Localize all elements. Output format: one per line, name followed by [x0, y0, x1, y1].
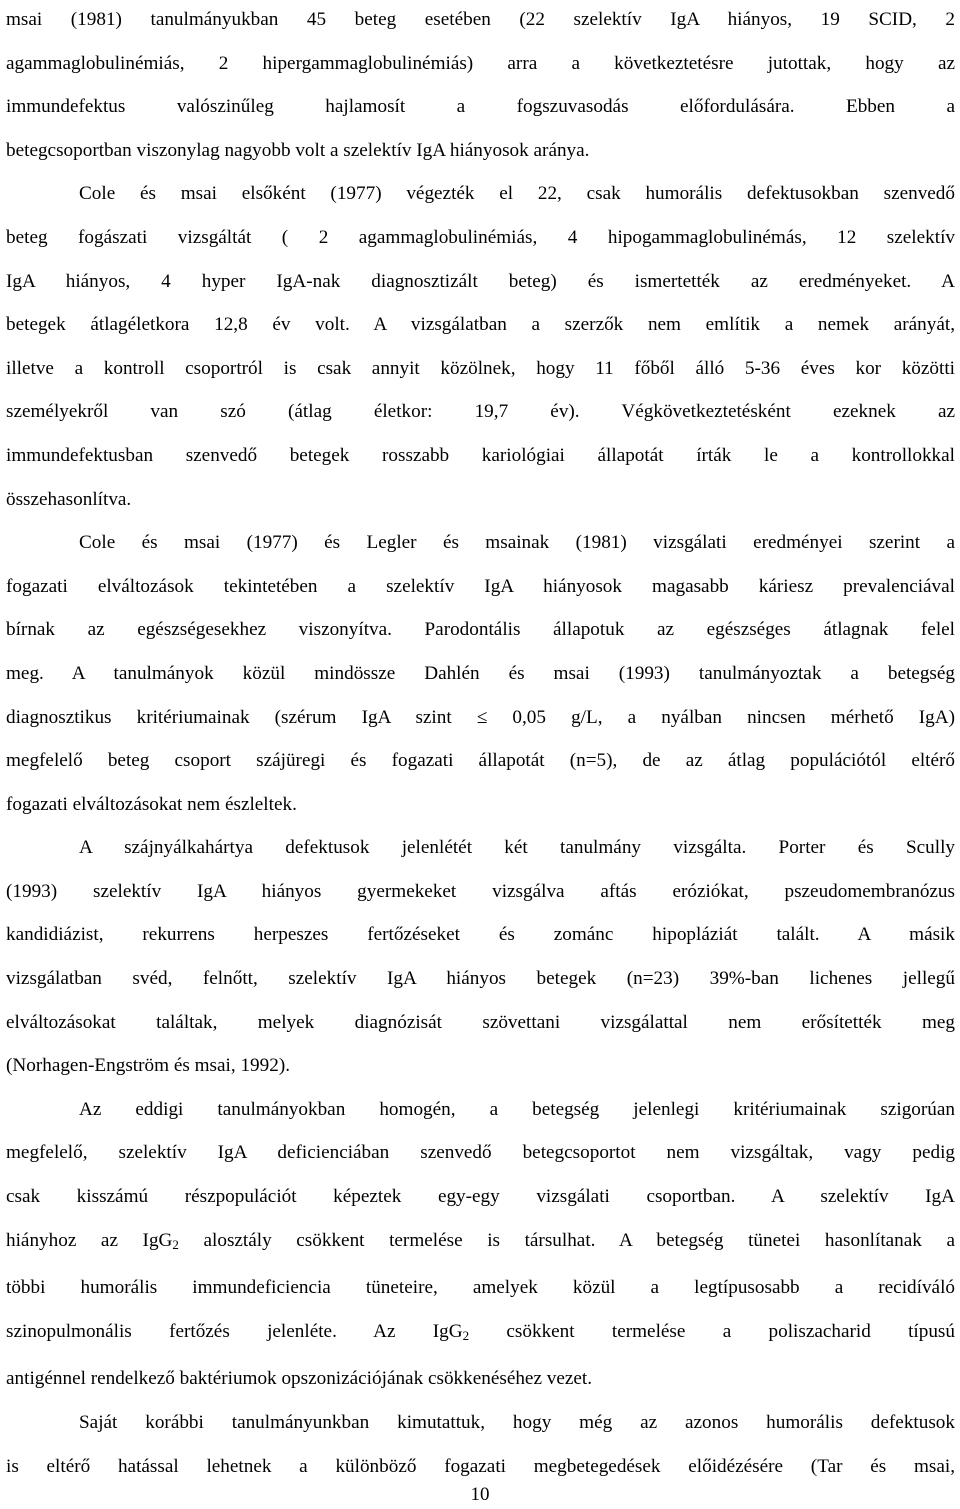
text-line: személyekről van szó (átlag életkor: 19,7 év). Végkövetkeztetésként ezeknek az — [6, 401, 955, 423]
text-line: (1993) szelektív IgA hiányos gyermekeket vizsgálva aftás eróziókat, pszeudomembranózus — [6, 880, 955, 902]
text-line: megfelelő, szelektív IgA deficienciában szenvedő betegcsoportot nem vizsgáltak, vagy pedig — [6, 1142, 955, 1164]
text-line: bírnak az egészségesekhez viszonyítva. Parodontális állapotuk az egészséges átlagnak felel — [6, 619, 955, 641]
text-line: Az eddigi tanulmányokban homogén, a betegség jelenlegi kritériumainak szigorúan — [79, 1098, 955, 1120]
text-line: betegcsoportban viszonylag nagyobb volt a szelektív IgA hiányosok aránya. — [6, 139, 590, 161]
text-line — [6, 1219, 955, 1267]
text-line: beteg fogászati vizsgáltát ( 2 agammaglobulinémiás, 4 hipogammaglobulinémás, 12 szelektív — [6, 226, 955, 248]
paragraph-6 — [6, 1401, 955, 1488]
text-line: msai (1981) tanulmányukban 45 beteg esetében (22 szelektív IgA hiányos, 19 SCID, 2 — [6, 9, 955, 30]
paragraph-2 — [6, 172, 955, 521]
document-page — [6, 0, 955, 1488]
text-segment: szinopulmonális fertőzés jelenléte. Az IgG — [6, 1320, 463, 1342]
text-segment: hiányhoz az IgG — [6, 1229, 173, 1251]
text-line: antigénnel rendelkező baktériumok opszonizációjának csökkenéséhez vezet. — [6, 1368, 593, 1390]
text-line: többi humorális immundeficiencia tüneteire, amelyek közül a legtípusosabb a recidíváló — [6, 1277, 955, 1299]
text-line: csak kisszámú részpopulációt képeztek egy-egy vizsgálati csoportban. A szelektív IgA — [6, 1186, 955, 1208]
text-line: A szájnyálkahártya defektusok jelenlétét két tanulmány vizsgálta. Porter és Scully — [79, 837, 955, 859]
text-line: illetve a kontroll csoportról is csak annyit közölnek, hogy 11 főből álló 5-36 éves kor közötti — [6, 357, 955, 379]
text-line: összehasonlítva. — [6, 488, 132, 510]
text-line: Cole és msai (1977) és Legler és msainak (1981) vizsgálati eredményei szerint a — [79, 532, 955, 554]
text-segment: alosztály csökkent termelése is társulhat. A betegség tünetei hasonlítanak a — [178, 1229, 955, 1251]
text-line: fogazati elváltozásokat nem észleltek. — [6, 793, 297, 815]
text-line: immundefektus valószinűleg hajlamosít a fogszuvasodás előfordulására. Ebben a — [6, 96, 955, 118]
text-line: kandidiázist, rekurrens herpeszes fertőzéseket és zománc hipopláziát talált. A másik — [6, 924, 955, 946]
text-line: meg. A tanulmányok közül mindössze Dahlén és msai (1993) tanulmányoztak a betegség — [6, 662, 955, 684]
text-line — [6, 1310, 955, 1358]
paragraph-5 — [6, 1088, 955, 1401]
text-line: vizsgálatban svéd, felnőtt, szelektív IgA hiányos betegek (n=23) 39%-ban lichenes jellegű — [6, 968, 955, 990]
paragraph-3 — [6, 521, 955, 826]
text-line: fogazati elváltozások tekintetében a szelektív IgA hiányosok magasabb káriesz prevalenciával — [6, 575, 955, 597]
text-line: agammaglobulinémiás, 2 hipergammaglobulinémiás) arra a következtetésre jutottak, hogy az — [6, 52, 955, 74]
page-number: 10 — [470, 1484, 490, 1505]
text-line: diagnosztikus kritériumainak (szérum IgA szint ≤ 0,05 g/L, a nyálban nincsen mérhető IgA) — [6, 706, 955, 728]
paragraph-4 — [6, 826, 955, 1088]
subscript: 2 — [172, 1236, 179, 1252]
subscript: 2 — [462, 1327, 470, 1343]
text-line: immundefektusban szenvedő betegek rosszabb kariológiai állapotát írták le a kontrollokkal — [6, 444, 955, 466]
text-line: is eltérő hatással lehetnek a különböző fogazati megbetegedések előidézésére (Tar és msai, — [6, 1455, 955, 1477]
text-line: Cole és msai elsőként (1977) végezték el 22, csak humorális defektusokban szenvedő — [79, 183, 955, 205]
text-line: IgA hiányos, 4 hyper IgA-nak diagnosztizált beteg) és ismertették az eredményeket. A — [6, 270, 955, 292]
text-segment: csökkent termelése a poliszacharid típusú — [469, 1320, 955, 1342]
text-line: elváltozásokat találtak, melyek diagnózisát szövettani vizsgálattal nem erősítették meg — [6, 1011, 955, 1033]
text-line: (Norhagen-Engström és msai, 1992). — [6, 1055, 291, 1077]
text-line: Saját korábbi tanulmányunkban kimutattuk, hogy még az azonos humorális defektusok — [79, 1412, 955, 1433]
text-line: betegek átlagéletkora 12,8 év volt. A vizsgálatban a szerzők nem említik a nemek arányát, — [6, 314, 955, 336]
paragraph-1 — [6, 0, 955, 172]
text-line: megfelelő beteg csoport szájüregi és fogazati állapotát (n=5), de az átlag populációtól eltérő — [6, 750, 955, 772]
